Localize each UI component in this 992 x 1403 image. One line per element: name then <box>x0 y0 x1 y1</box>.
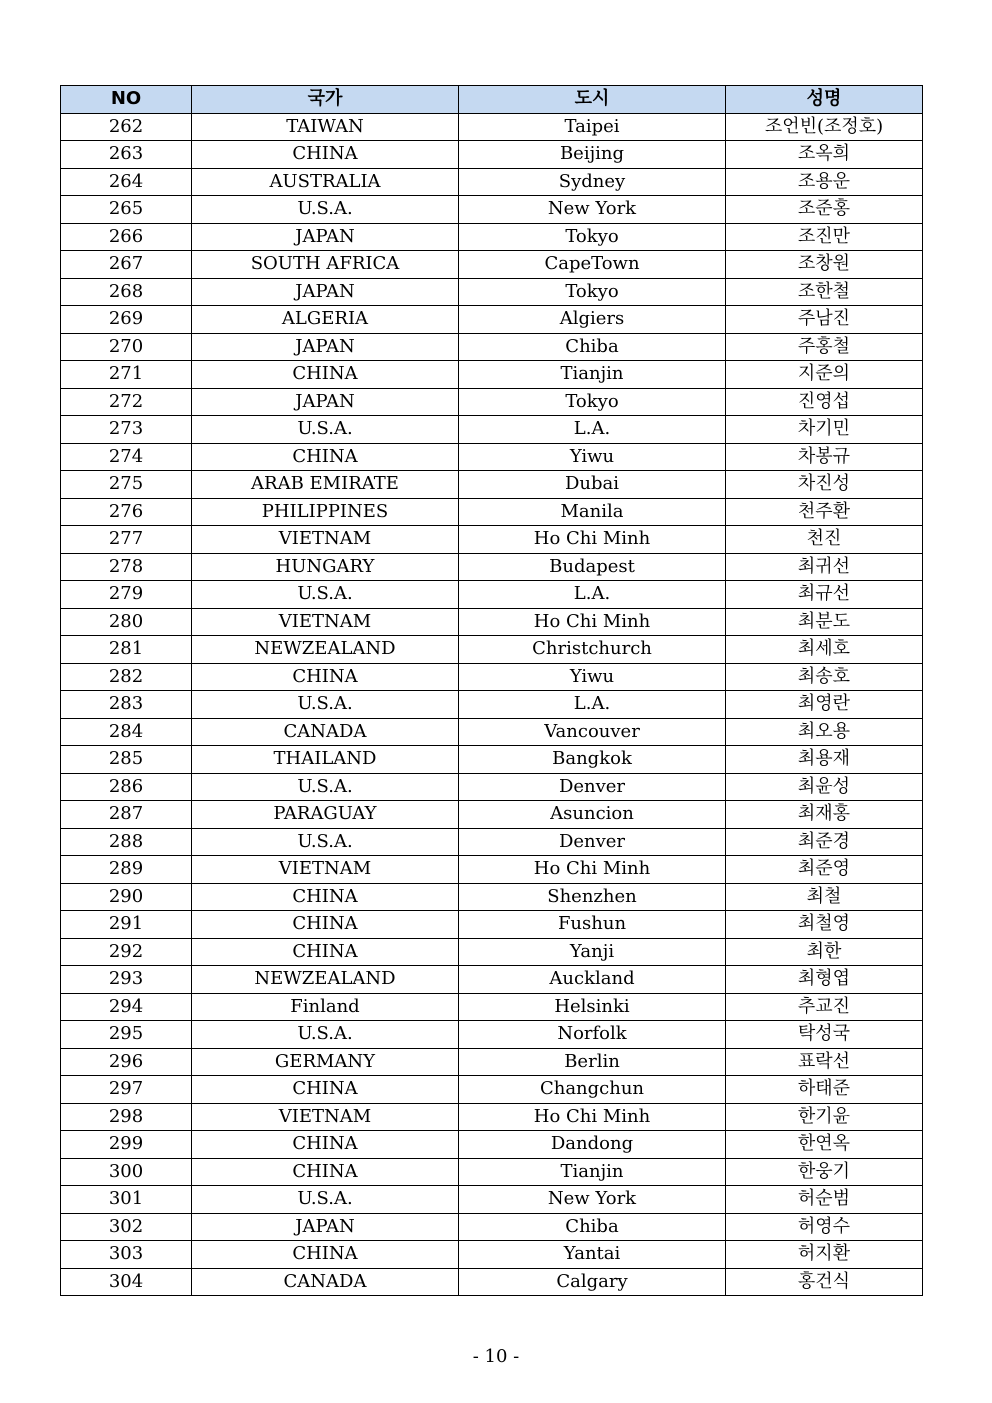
cell-city: Dubai <box>459 471 726 499</box>
cell-country: VIETNAM <box>192 856 459 884</box>
table-row <box>61 608 923 636</box>
table-row <box>61 361 923 389</box>
cell-city: New York <box>459 1186 726 1214</box>
cell-name: 지준의 <box>726 361 923 389</box>
cell-country: JAPAN <box>192 223 459 251</box>
table-row <box>61 251 923 279</box>
cell-name: 차봉규 <box>726 443 923 471</box>
cell-country: U.S.A. <box>192 828 459 856</box>
cell-city: Dandong <box>459 1131 726 1159</box>
cell-city: Chiba <box>459 1213 726 1241</box>
cell-city: Yiwu <box>459 663 726 691</box>
cell-name: 한기윤 <box>726 1103 923 1131</box>
cell-city: Tokyo <box>459 278 726 306</box>
table-row <box>61 1213 923 1241</box>
table-row <box>61 636 923 664</box>
cell-country: THAILAND <box>192 746 459 774</box>
cell-name: 홍건식 <box>726 1268 923 1296</box>
table-row <box>61 1186 923 1214</box>
cell-country: VIETNAM <box>192 526 459 554</box>
cell-city: Changchun <box>459 1076 726 1104</box>
cell-name: 최분도 <box>726 608 923 636</box>
table-row <box>61 443 923 471</box>
cell-name: 최형엽 <box>726 966 923 994</box>
cell-city: Ho Chi Minh <box>459 526 726 554</box>
cell-country: CHINA <box>192 1131 459 1159</box>
cell-no: 266 <box>61 223 192 251</box>
table-row <box>61 883 923 911</box>
table-row <box>61 801 923 829</box>
table-row <box>61 718 923 746</box>
cell-name: 조한철 <box>726 278 923 306</box>
cell-country: CANADA <box>192 718 459 746</box>
table-row <box>61 993 923 1021</box>
cell-no: 287 <box>61 801 192 829</box>
cell-no: 284 <box>61 718 192 746</box>
cell-no: 262 <box>61 113 192 141</box>
table-row <box>61 966 923 994</box>
cell-city: Algiers <box>459 306 726 334</box>
cell-city: Norfolk <box>459 1021 726 1049</box>
header-country: 국가 <box>192 86 459 114</box>
cell-no: 298 <box>61 1103 192 1131</box>
cell-country: U.S.A. <box>192 691 459 719</box>
cell-name: 조준홍 <box>726 196 923 224</box>
cell-country: HUNGARY <box>192 553 459 581</box>
cell-country: TAIWAN <box>192 113 459 141</box>
table-row <box>61 1048 923 1076</box>
cell-country: PHILIPPINES <box>192 498 459 526</box>
cell-country: CHINA <box>192 883 459 911</box>
cell-name: 하태준 <box>726 1076 923 1104</box>
cell-city: Tianjin <box>459 1158 726 1186</box>
cell-city: Berlin <box>459 1048 726 1076</box>
cell-country: CHINA <box>192 1076 459 1104</box>
cell-city: L.A. <box>459 691 726 719</box>
table-row <box>61 773 923 801</box>
cell-city: Tokyo <box>459 223 726 251</box>
cell-city: Budapest <box>459 553 726 581</box>
cell-country: ALGERIA <box>192 306 459 334</box>
cell-name: 최한 <box>726 938 923 966</box>
cell-no: 263 <box>61 141 192 169</box>
cell-no: 297 <box>61 1076 192 1104</box>
cell-no: 277 <box>61 526 192 554</box>
cell-city: Ho Chi Minh <box>459 1103 726 1131</box>
table-row <box>61 526 923 554</box>
cell-city: Denver <box>459 773 726 801</box>
cell-city: Fushun <box>459 911 726 939</box>
table-row <box>61 663 923 691</box>
cell-city: Helsinki <box>459 993 726 1021</box>
cell-name: 최세호 <box>726 636 923 664</box>
cell-city: Yanji <box>459 938 726 966</box>
cell-no: 265 <box>61 196 192 224</box>
table-row <box>61 1241 923 1269</box>
cell-no: 291 <box>61 911 192 939</box>
cell-city: L.A. <box>459 416 726 444</box>
cell-no: 292 <box>61 938 192 966</box>
cell-name: 최철영 <box>726 911 923 939</box>
cell-city: Beijing <box>459 141 726 169</box>
cell-no: 282 <box>61 663 192 691</box>
cell-no: 289 <box>61 856 192 884</box>
cell-country: CHINA <box>192 938 459 966</box>
cell-no: 293 <box>61 966 192 994</box>
table-row <box>61 1158 923 1186</box>
header-no: NO <box>61 86 192 114</box>
cell-name: 최준영 <box>726 856 923 884</box>
cell-city: Manila <box>459 498 726 526</box>
cell-name: 최재홍 <box>726 801 923 829</box>
table-row <box>61 168 923 196</box>
member-table-container <box>60 85 922 1296</box>
cell-no: 278 <box>61 553 192 581</box>
cell-city: Shenzhen <box>459 883 726 911</box>
cell-city: New York <box>459 196 726 224</box>
cell-no: 304 <box>61 1268 192 1296</box>
cell-name: 천주환 <box>726 498 923 526</box>
cell-no: 285 <box>61 746 192 774</box>
cell-city: L.A. <box>459 581 726 609</box>
cell-city: Yantai <box>459 1241 726 1269</box>
cell-no: 283 <box>61 691 192 719</box>
cell-no: 264 <box>61 168 192 196</box>
cell-name: 추교진 <box>726 993 923 1021</box>
cell-name: 탁성국 <box>726 1021 923 1049</box>
cell-country: JAPAN <box>192 388 459 416</box>
cell-city: Sydney <box>459 168 726 196</box>
cell-city: Ho Chi Minh <box>459 608 726 636</box>
table-row <box>61 471 923 499</box>
cell-name: 차기민 <box>726 416 923 444</box>
table-row <box>61 278 923 306</box>
cell-no: 300 <box>61 1158 192 1186</box>
cell-name: 천진 <box>726 526 923 554</box>
cell-city: Bangkok <box>459 746 726 774</box>
table-row <box>61 553 923 581</box>
cell-no: 272 <box>61 388 192 416</box>
cell-city: CapeTown <box>459 251 726 279</box>
cell-country: U.S.A. <box>192 196 459 224</box>
cell-city: Tokyo <box>459 388 726 416</box>
cell-no: 286 <box>61 773 192 801</box>
table-row <box>61 828 923 856</box>
cell-country: JAPAN <box>192 278 459 306</box>
cell-name: 조진만 <box>726 223 923 251</box>
cell-no: 270 <box>61 333 192 361</box>
table-body <box>61 113 923 1296</box>
cell-city: Denver <box>459 828 726 856</box>
cell-name: 표락선 <box>726 1048 923 1076</box>
cell-name: 한연옥 <box>726 1131 923 1159</box>
table-row <box>61 1268 923 1296</box>
table-row <box>61 1131 923 1159</box>
cell-city: Tianjin <box>459 361 726 389</box>
cell-name: 조창원 <box>726 251 923 279</box>
cell-city: Ho Chi Minh <box>459 856 726 884</box>
cell-no: 299 <box>61 1131 192 1159</box>
cell-country: PARAGUAY <box>192 801 459 829</box>
cell-no: 294 <box>61 993 192 1021</box>
cell-country: CHINA <box>192 911 459 939</box>
cell-country: CANADA <box>192 1268 459 1296</box>
cell-no: 268 <box>61 278 192 306</box>
header-name: 성명 <box>726 86 923 114</box>
cell-name: 조옥희 <box>726 141 923 169</box>
table-row <box>61 498 923 526</box>
table-row <box>61 196 923 224</box>
cell-name: 최송호 <box>726 663 923 691</box>
cell-no: 281 <box>61 636 192 664</box>
cell-name: 최규선 <box>726 581 923 609</box>
cell-country: SOUTH AFRICA <box>192 251 459 279</box>
cell-city: Yiwu <box>459 443 726 471</box>
cell-name: 주남진 <box>726 306 923 334</box>
cell-country: CHINA <box>192 361 459 389</box>
cell-no: 295 <box>61 1021 192 1049</box>
cell-name: 주홍철 <box>726 333 923 361</box>
table-row <box>61 113 923 141</box>
cell-country: GERMANY <box>192 1048 459 1076</box>
cell-name: 허영수 <box>726 1213 923 1241</box>
cell-country: JAPAN <box>192 1213 459 1241</box>
member-table <box>60 85 923 1296</box>
cell-city: Christchurch <box>459 636 726 664</box>
cell-no: 303 <box>61 1241 192 1269</box>
cell-country: U.S.A. <box>192 416 459 444</box>
cell-no: 290 <box>61 883 192 911</box>
cell-no: 280 <box>61 608 192 636</box>
cell-country: AUSTRALIA <box>192 168 459 196</box>
cell-country: ARAB EMIRATE <box>192 471 459 499</box>
table-row <box>61 1103 923 1131</box>
page-number: - 10 - <box>472 1346 520 1367</box>
cell-city: Taipei <box>459 113 726 141</box>
table-row <box>61 306 923 334</box>
cell-country: U.S.A. <box>192 1021 459 1049</box>
table-row <box>61 416 923 444</box>
cell-country: VIETNAM <box>192 608 459 636</box>
table-row <box>61 333 923 361</box>
cell-country: Finland <box>192 993 459 1021</box>
table-row <box>61 1021 923 1049</box>
cell-no: 271 <box>61 361 192 389</box>
cell-country: U.S.A. <box>192 773 459 801</box>
table-row <box>61 388 923 416</box>
table-row <box>61 223 923 251</box>
cell-country: CHINA <box>192 1158 459 1186</box>
cell-name: 최용재 <box>726 746 923 774</box>
cell-no: 269 <box>61 306 192 334</box>
cell-city: Vancouver <box>459 718 726 746</box>
cell-name: 허순범 <box>726 1186 923 1214</box>
table-row <box>61 938 923 966</box>
cell-no: 288 <box>61 828 192 856</box>
cell-country: JAPAN <box>192 333 459 361</box>
cell-name: 최준경 <box>726 828 923 856</box>
table-row <box>61 141 923 169</box>
cell-name: 차진성 <box>726 471 923 499</box>
cell-country: CHINA <box>192 141 459 169</box>
table-row <box>61 581 923 609</box>
table-header-row <box>61 86 923 114</box>
cell-name: 한웅기 <box>726 1158 923 1186</box>
cell-name: 최귀선 <box>726 553 923 581</box>
cell-country: NEWZEALAND <box>192 966 459 994</box>
table-row <box>61 911 923 939</box>
cell-name: 조용운 <box>726 168 923 196</box>
cell-country: U.S.A. <box>192 581 459 609</box>
cell-country: CHINA <box>192 1241 459 1269</box>
cell-country: CHINA <box>192 663 459 691</box>
cell-country: NEWZEALAND <box>192 636 459 664</box>
cell-no: 302 <box>61 1213 192 1241</box>
table-row <box>61 1076 923 1104</box>
cell-name: 최윤성 <box>726 773 923 801</box>
cell-no: 279 <box>61 581 192 609</box>
table-row <box>61 856 923 884</box>
cell-no: 273 <box>61 416 192 444</box>
cell-country: U.S.A. <box>192 1186 459 1214</box>
cell-name: 최철 <box>726 883 923 911</box>
cell-name: 조언빈(조정호) <box>726 113 923 141</box>
cell-city: Asuncion <box>459 801 726 829</box>
cell-name: 최영란 <box>726 691 923 719</box>
cell-no: 276 <box>61 498 192 526</box>
cell-city: Chiba <box>459 333 726 361</box>
cell-no: 274 <box>61 443 192 471</box>
header-city: 도시 <box>459 86 726 114</box>
cell-no: 275 <box>61 471 192 499</box>
cell-no: 267 <box>61 251 192 279</box>
table-row <box>61 746 923 774</box>
table-row <box>61 691 923 719</box>
cell-no: 296 <box>61 1048 192 1076</box>
cell-name: 허지환 <box>726 1241 923 1269</box>
cell-city: Calgary <box>459 1268 726 1296</box>
cell-country: CHINA <box>192 443 459 471</box>
cell-name: 최오용 <box>726 718 923 746</box>
cell-country: VIETNAM <box>192 1103 459 1131</box>
cell-no: 301 <box>61 1186 192 1214</box>
cell-name: 진영섭 <box>726 388 923 416</box>
cell-city: Auckland <box>459 966 726 994</box>
